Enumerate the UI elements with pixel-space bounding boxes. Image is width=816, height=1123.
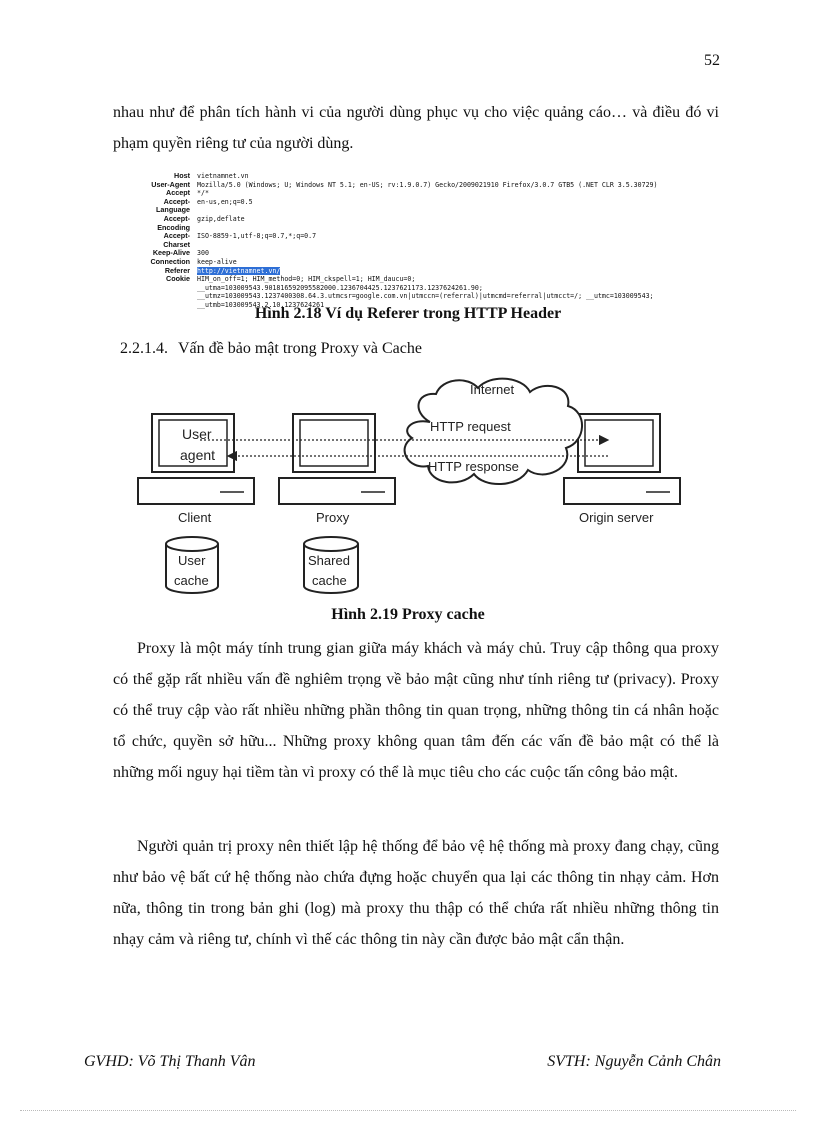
proxy-computer xyxy=(279,414,395,504)
user-cache-label-2: cache xyxy=(174,573,209,588)
user-cache-label-1: User xyxy=(178,553,206,568)
http-request-label: HTTP request xyxy=(430,419,511,434)
header-row-connection: Connection keep-alive xyxy=(150,256,237,266)
user-cache-cylinder xyxy=(166,537,218,593)
header-row-accept: Accept */* xyxy=(166,188,209,198)
origin-server-label: Origin server xyxy=(579,510,654,525)
page-number: 52 xyxy=(704,52,720,69)
referer-highlight: http://vietnamnet.vn/ xyxy=(197,266,281,275)
page-bottom-divider xyxy=(20,1110,796,1111)
header-row-user-agent: User-Agent Mozilla/5.0 (Windows; U; Windows NT 5.1; en-US; rv:1.9.0.7) Gecko/2009021910 Firefox/3.0.7 GTB5 (.NET CLR 3.5.30729) xyxy=(151,179,658,189)
shared-cache-label-1: Shared xyxy=(308,553,350,568)
proxy-cache-diagram xyxy=(130,372,690,602)
header-row-cookie: Cookie HIM_on_off=1; HIM_method=0; HIM_ckspell=1; HIM_daucu=0; __utma=103009543.901816592095582000.1236704425.1237621173.1237624261.90; __utmz=103009543.1237400308.64.3.utmcsr=google.com.vn|utmccn=(referral)|utmcmd=referral|utmcct=/; __utmc=103009543; __utmb=103009543.2.10.1237624261 xyxy=(166,274,658,309)
header-row-host: Host vietnamnet.vn xyxy=(174,171,249,180)
internet-label: Internet xyxy=(470,382,515,397)
user-agent-label-1: User xyxy=(182,426,212,442)
header-row-accept-encoding: Accept-Encoding gzip,deflate xyxy=(157,213,245,232)
http-response-label: HTTP response xyxy=(428,459,519,474)
shared-cache-cylinder xyxy=(304,537,358,593)
header-row-accept-charset: Accept-Charset ISO-8859-1,utf-8;q=0.7,*;q=0.7 xyxy=(163,231,317,249)
header-row-keep-alive: Keep-Alive 300 xyxy=(152,248,209,258)
footer-student: SVTH: Nguyễn Cảnh Chân xyxy=(547,1053,721,1070)
section-heading xyxy=(120,340,432,358)
intro-paragraph: nhau như để phân tích hành vi của người dùng phục vụ cho việc quảng cáo… và điều đó vi phạm quyền riêng tư của người dùng. xyxy=(113,104,719,152)
http-header-figure xyxy=(140,172,700,310)
body-paragraph-2: Người quản trị proxy nên thiết lập hệ thống để bảo vệ hệ thống mà proxy đang chạy, cũng như bảo vệ bất cứ hệ thống nào chứa đựng hoặc chuyển qua lại các thông tin nhạy cảm. Hơn nữa, thông tin trong bản ghi (log) mà proxy thu thập có thể chứa rất nhiều những thông tin nhạy cảm và riêng tư, chính vì thế các thông tin này cần được bảo mật cẩn thận. xyxy=(113,838,719,948)
header-row-referer: Referer http://vietnamnet.vn/ xyxy=(164,265,281,275)
figure-2-19-caption: Hình 2.19 Proxy cache xyxy=(331,606,485,623)
user-agent-label-2: agent xyxy=(180,447,216,463)
section-title: Vấn đề bảo mật trong Proxy và Cache xyxy=(178,340,422,357)
figure-2-18-caption: Hình 2.18 Ví dụ Referer trong HTTP Header xyxy=(254,305,562,322)
footer-supervisor: GVHD: Võ Thị Thanh Vân xyxy=(84,1053,256,1070)
proxy-label: Proxy xyxy=(316,510,350,525)
section-number: 2.2.1.4. xyxy=(120,340,168,357)
body-paragraph-1: Proxy là một máy tính trung gian giữa máy khách và máy chủ. Truy cập thông qua proxy có thể gặp rất nhiều vấn đề nghiêm trọng về bảo mật cũng như tính riêng tư (privacy). Proxy có thể truy cập vào rất nhiều những phần thông tin quan trọng, những thông tin cá nhân hoặc tổ chức, quyền sở hữu... Những proxy không quan tâm đến các vấn đề bảo mật có thể là những mối nguy hại tiềm tàn vì proxy có thể là mục tiêu cho các cuộc tấn công bảo mật. xyxy=(113,640,719,781)
header-row-accept-language: Accept-Language en-us,en;q=0.5 xyxy=(156,196,253,215)
client-label: Client xyxy=(178,510,212,525)
shared-cache-label-2: cache xyxy=(312,573,347,588)
